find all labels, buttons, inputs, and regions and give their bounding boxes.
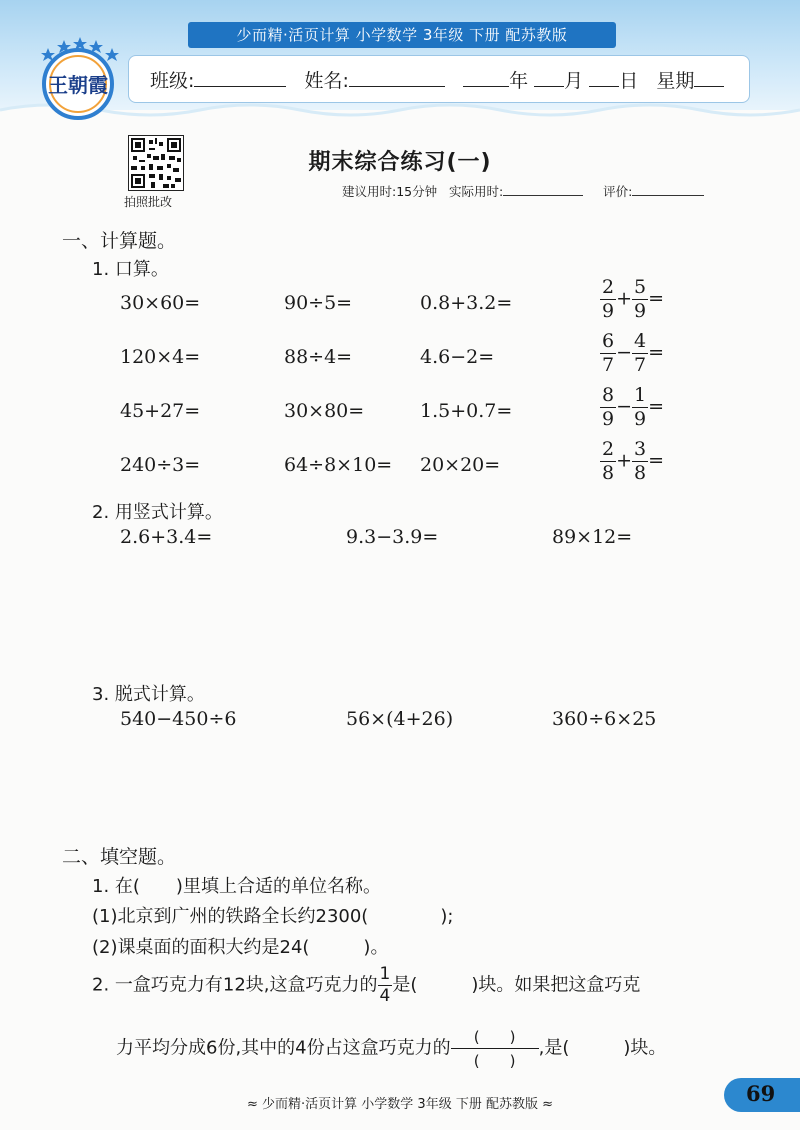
oral-item: 120×4= [120,346,201,368]
week-label: 星期 [656,70,695,92]
actual-time-field[interactable] [503,183,583,196]
fill-q1-sub1: (1)北京到广州的铁路全长约2300( ); [92,906,454,927]
fill-q1-sub2: (2)课桌面的面积大约是24( )。 [92,937,389,958]
page-number: 69 [746,1081,776,1106]
step-item: 540−450÷6 [120,708,237,730]
class-field[interactable] [194,68,286,87]
oral-item: 0.8+3.2= [420,292,513,314]
answer-fraction-blank[interactable]: ( ) ( ) [451,1026,539,1071]
suggested-time: 建议用时:15分钟 [342,184,438,199]
year-label: 年 [509,70,529,92]
rating-label: 评价: [603,184,633,199]
oral-item: 4.6−2= [420,346,495,368]
oral-item: 30×80= [284,400,365,422]
year-field[interactable] [463,68,509,87]
month-label: 月 [564,70,584,92]
oral-item: 90÷5= [284,292,353,314]
oral-item: 20×20= [420,454,501,476]
brand-logo [28,32,128,122]
fraction-expression: $\frac{2}{9}$ + $\frac{5}{9}$ = [602,276,665,322]
vertical-item: 2.6+3.4= [120,526,213,548]
fraction-expression: $\frac{2}{8}$ + $\frac{3}{8}$ = [602,438,665,484]
day-field[interactable] [589,68,619,87]
oral-item: 64÷8×10= [284,454,393,476]
svg-text:王朝霞: 王朝霞 [48,73,108,97]
vertical-item: 89×12= [552,526,633,548]
month-field[interactable] [534,68,564,87]
page-title: 期末综合练习(一) [308,150,492,175]
footer-series: ≈ 少而精·活页计算 小学数学 3年级 下册 配苏教版 ≈ [247,1097,553,1112]
oral-item: 45+27= [120,400,201,422]
vertical-item: 9.3−3.9= [346,526,439,548]
qr-label: 拍照批改 [124,195,173,209]
q1-title: 1. 口算。 [92,259,169,280]
oral-item: 240÷3= [120,454,201,476]
fraction-expression: $\frac{8}{9}$ − $\frac{1}{9}$ = [602,384,665,430]
section1-title: 一、计算题。 [62,230,177,252]
oral-item: 1.5+0.7= [420,400,513,422]
fill-q1: 1. 在( )里填上合适的单位名称。 [92,876,381,897]
fraction-expression: $\frac{6}{7}$ − $\frac{4}{7}$ = [602,330,665,376]
week-field[interactable] [694,68,724,87]
step-item: 360÷6×25 [552,708,657,730]
section2-title: 二、填空题。 [62,846,177,868]
student-info [150,66,724,93]
oral-item: 88÷4= [284,346,353,368]
name-field[interactable] [349,68,445,87]
class-label: 班级: [150,70,195,92]
rating-field[interactable] [632,183,704,196]
q2-title: 2. 用竖式计算。 [92,502,223,523]
day-label: 日 [619,70,639,92]
fill-q2-line2: 力平均分成6份,其中的4份占这盒巧克力的 ( ) ( ) ,是( )块。 [116,1028,667,1070]
series-banner: 少而精·活页计算 小学数学 3年级 下册 配苏教版 [188,22,616,48]
oral-item: 30×60= [120,292,201,314]
fill-q2-line1: 2. 一盒巧克力有12块,这盒巧克力的 $\frac{1}{4}$ 是( )块。如果把这盒巧克 [92,964,641,1006]
actual-time-label: 实际用时: [449,184,504,199]
time-meta [342,182,704,200]
step-item: 56×(4+26) [346,708,454,730]
q3-title: 3. 脱式计算。 [92,684,205,705]
name-label: 姓名: [304,70,349,92]
